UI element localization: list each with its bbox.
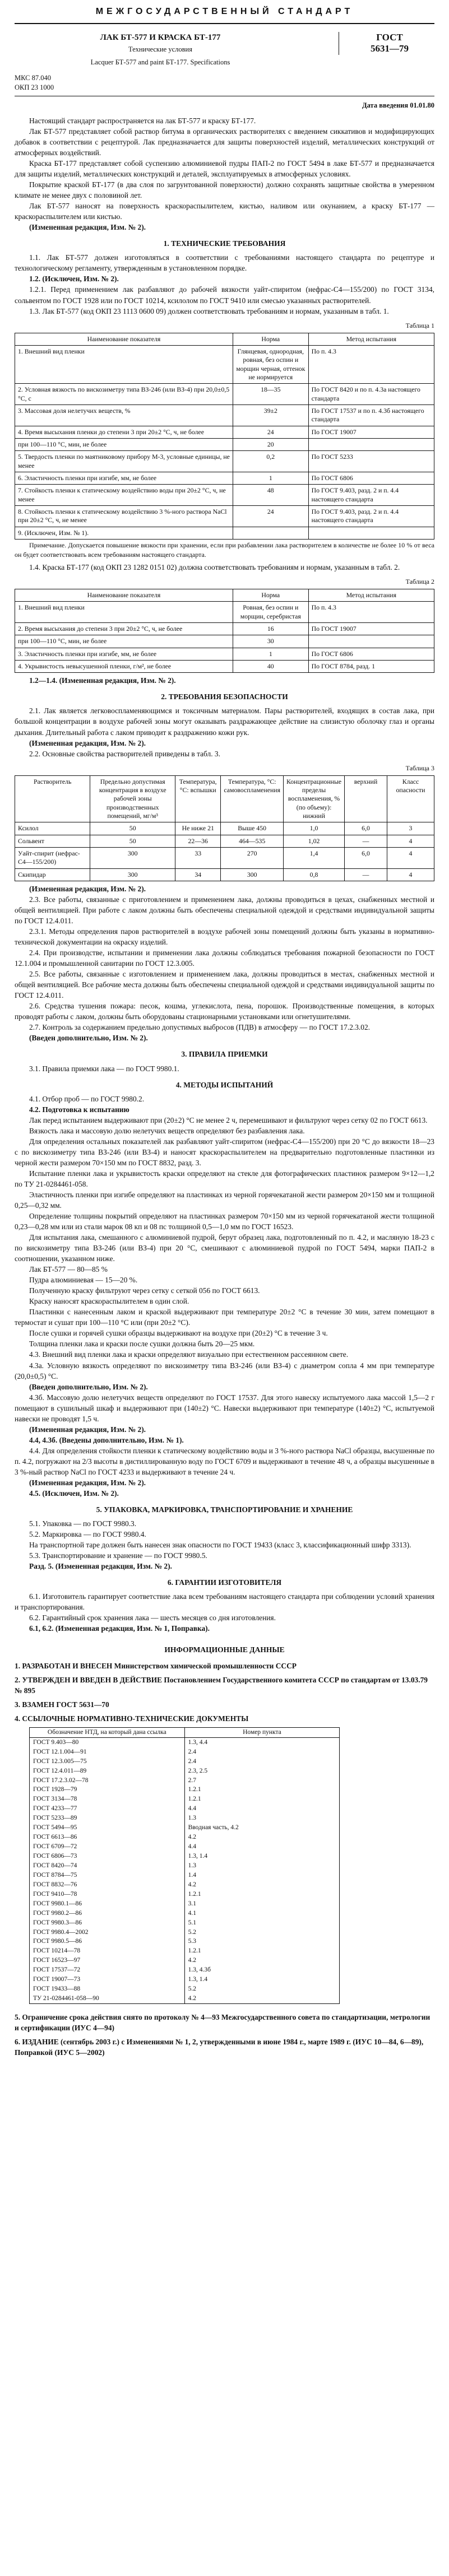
table-cell: — [345, 835, 387, 847]
table-cell: Не ниже 21 [175, 822, 221, 835]
table-cell: 3. Эластичность пленки при изгибе, мм, не более [15, 648, 233, 660]
table-cell: По п. 4.3 [308, 345, 434, 383]
table-cell: 1. Внешний вид пленки [15, 345, 233, 383]
title-block [15, 32, 306, 92]
clause: 4.2. Подготовка к испытанию [29, 1105, 129, 1114]
table-caption: Таблица 3 [405, 764, 434, 772]
clause: 2.4. При производстве, испытании и применении лака должны соблюдаться требования пожарной безопасности по ГОСТ 12.1.004 и промышленной санитарии по ГОСТ 12.3.005. [15, 948, 434, 968]
table-cell: 2. Условная вязкость по вискозиметру типа ВЗ-246 (или ВЗ-4) при 20,0±0,5 °С, с [15, 384, 233, 405]
table-cell: Уайт-спирит (нефрас-С4—155/200) [15, 847, 90, 868]
section-heading: 3. ПРАВИЛА ПРИЕМКИ [181, 1050, 268, 1059]
table-row [30, 1890, 340, 1899]
table-cell: при 100—110 °С, мин, не более [15, 635, 233, 648]
table-cell: 4.2 [184, 1833, 340, 1842]
table-cell: 40 [233, 660, 308, 672]
table-cell: Ксилол [15, 822, 90, 835]
document-subtitle: Технические условия [128, 45, 192, 54]
table-cell: 5.1 [184, 1918, 340, 1928]
column-header: Метод испытания [308, 589, 434, 601]
table-cell: ГОСТ 6806—73 [30, 1852, 185, 1861]
table-cell: 4 [387, 847, 434, 868]
column-header: Наименование показателя [15, 333, 233, 345]
table-cell: ГОСТ 3134—78 [30, 1794, 185, 1804]
section-heading: 2. ТРЕБОВАНИЯ БЕЗОПАСНОСТИ [161, 692, 288, 701]
table-cell: 50 [90, 822, 175, 835]
table-cell: ГОСТ 9.403—80 [30, 1737, 185, 1747]
table-row [15, 426, 434, 438]
table-row [15, 384, 434, 405]
okp-code: ОКП 23 1000 [15, 83, 54, 92]
table-cell: 50 [90, 835, 175, 847]
table-cell: 300 [90, 847, 175, 868]
table-cell: 22—36 [175, 835, 221, 847]
table-note: Примечание. Допускается повышение вязкости при хранении, если при разбавлении лака растворителем в количестве не более 10 % от веса он будет соответствовать всем требованиям настоящего стандарта. [15, 541, 434, 559]
table-cell: 48 [233, 485, 308, 506]
table-row [15, 527, 434, 539]
table-cell: 300 [90, 868, 175, 881]
table-cell: ГОСТ 9980.1—86 [30, 1899, 185, 1909]
table-cell: Вводная часть, 4.2 [184, 1823, 340, 1833]
table-cell: ГОСТ 12.3.005—75 [30, 1757, 185, 1766]
reference-table [29, 1727, 340, 2004]
clause: 2.5. Все работы, связанные с изготовлением и применением лака, должны проводиться в местах, снабженных местной и общей вентиляцией. Все рабочие места должны быть обеспечены специальной одеждой и средствами индивидуальной защиты по ГОСТ 12.4.011. [15, 970, 434, 1000]
table-row [30, 1823, 340, 1833]
table-row [30, 1757, 340, 1766]
english-title: Lacquer БТ-577 and paint БТ-177. Specifications [90, 58, 230, 66]
table-cell: 16 [233, 622, 308, 635]
table-row [30, 1737, 340, 1747]
section-heading: 5. УПАКОВКА, МАРКИРОВКА, ТРАНСПОРТИРОВАНИЕ И ХРАНЕНИЕ [96, 1505, 353, 1514]
table-row [15, 345, 434, 383]
table-cell: 6. Эластичность пленки при изгибе, мм, не более [15, 472, 233, 484]
column-header: Обозначение НТД, на который дана ссылка [30, 1727, 185, 1737]
table-cell: ГОСТ 9410—78 [30, 1890, 185, 1899]
table-cell: 4.2 [184, 1956, 340, 1965]
table-row [30, 1794, 340, 1804]
table-cell: 6,0 [345, 822, 387, 835]
table-cell: 1.3 [184, 1814, 340, 1823]
column-header: Номер пункта [184, 1727, 340, 1737]
table-cell: 24 [233, 505, 308, 527]
info-item: 2. УТВЕРЖДЕН И ВВЕДЕН В ДЕЙСТВИЕ Постановлением Государственного комитета СССР по стандартам от 13.03.79 № 895 [15, 1675, 428, 1695]
clause: 2.3.1. Методы определения паров растворителей в воздухе рабочей зоны помещений должны быть указаны в нормативно-технической документации на окраску изделий. [15, 927, 434, 947]
clause: 2.7. Контроль за содержанием предельно допустимых выбросов (ПДВ) в атмосферу — по ГОСТ 17.2.3.02. [29, 1023, 371, 1032]
clause: 1.2—1.4. (Измененная редакция, Изм. № 2). [29, 676, 176, 685]
table-cell: 9. (Исключен, Изм. № 1). [15, 527, 233, 539]
table-cell [233, 527, 308, 539]
clause: 5.1. Упаковка — по ГОСТ 9980.3. [29, 1519, 137, 1528]
info-heading: ИНФОРМАЦИОННЫЕ ДАННЫЕ [164, 1645, 285, 1654]
intro-change-note: (Измененная редакция, Изм. № 2). [29, 223, 146, 232]
table-row [15, 635, 434, 648]
clause: Краску наносят краскораспылителем в один слой. [29, 1297, 189, 1306]
table-cell: Сольвент [15, 835, 90, 847]
clause: Разд. 5. (Измененная редакция, Изм. № 2). [29, 1562, 172, 1571]
table-cell: ГОСТ 10214—78 [30, 1946, 185, 1956]
table-row [15, 660, 434, 672]
requirements-table-paint [15, 589, 434, 673]
table-cell: ГОСТ 12.4.011—89 [30, 1766, 185, 1776]
table-row [30, 1928, 340, 1937]
table-row [15, 835, 434, 847]
standard-code-block [339, 32, 434, 55]
table-cell: 1.4 [184, 1871, 340, 1880]
clause: 4.3. Внешний вид пленки лака и краски определяют визуально при естественном рассеянном свете. [29, 1350, 349, 1359]
intro-paragraph: Лак БТ-577 наносят на поверхность краскораспылителем, кистью, наливом или окунанием, а краску БТ-177 — краскораспылителем или кистью. [15, 202, 434, 221]
clause: Эластичность пленки при изгибе определяют на пластинках из черной горячекатаной жести размером 20×150 мм и толщиной 0,25—0,32 мм. [15, 1191, 434, 1210]
table-row [30, 1909, 340, 1918]
table-cell: 2.4 [184, 1747, 340, 1757]
table-row [30, 1965, 340, 1975]
table-row [15, 472, 434, 484]
info-item: 6. ИЗДАНИЕ (сентябрь 2003 г.) с Изменениями № 1, 2, утвержденными в июне 1984 г., марте 1989 г. (ИУС 10—84, 6—89), Поправкой (ИУС 5—2002) [15, 2038, 424, 2057]
table-cell: ГОСТ 6613—86 [30, 1833, 185, 1842]
table-cell: — [345, 868, 387, 881]
clause: 2.2. Основные свойства растворителей приведены в табл. 3. [29, 749, 220, 758]
table-cell: 300 [221, 868, 284, 881]
table-row [15, 822, 434, 835]
table-cell: ГОСТ 9980.2—86 [30, 1909, 185, 1918]
table-cell [308, 635, 434, 648]
table-cell: 4.2 [184, 1994, 340, 2003]
clause: 1.2.1. Перед применением лак разбавляют до рабочей вязкости уайт-спиритом (нефрас-С4—155/200) по ГОСТ 3134, сольвентом по ГОСТ 1928 или по ГОСТ 10214, ксилолом по ГОСТ 9410 или смесью указанных растворителей. [15, 285, 434, 305]
table-caption: Таблица 2 [405, 577, 434, 585]
clause: 1.2. (Исключен, Изм. № 2). [29, 275, 119, 283]
table-cell: 34 [175, 868, 221, 881]
table-cell: 0,8 [284, 868, 345, 881]
column-header: Температура, °С: самовоспламенения [221, 775, 284, 822]
clause: 6.1, 6.2. (Измененная редакция, Изм. № 1, Поправка). [29, 1624, 210, 1633]
table-cell: По ГОСТ 9.403, разд. 2 и п. 4.4 настоящего стандарта [308, 485, 434, 506]
table-row [30, 1918, 340, 1928]
intro-paragraph: Лак БТ-577 представляет собой раствор битума в органических растворителях с введением сиккативов и модифицирующих добавок в соответствии с рецептурой. Лак предназначается для защиты поверхностей изделий, металлических конструкций от атмосферных воздействий. [15, 127, 434, 157]
clause: 4.3б. Массовую долю нелетучих веществ определяют по ГОСТ 17537. Для этого навеску испытуемого лака массой 1,5—2 г помещают в сушильный шкаф и выдерживают при (140±2) °С. Навески выдерживают при температуре (140±2) °С, испытуемой навески не проводят 1,5 ч. [15, 1393, 434, 1423]
clause: На транспортной таре должен быть нанесен знак опасности по ГОСТ 19433 (класс 3, классификационный шифр 3313). [29, 1541, 411, 1550]
clause: (Введен дополнительно, Изм. № 2). [29, 1382, 148, 1391]
clause: 4.4, 4.3б. (Введены дополнительно, Изм. № 1). [29, 1435, 184, 1444]
table-cell: ГОСТ 6709—72 [30, 1842, 185, 1852]
table-cell: 3.1 [184, 1899, 340, 1909]
column-header: Температура, °С: вспышки [175, 775, 221, 822]
table-cell: 2.3, 2.5 [184, 1766, 340, 1776]
clause: Пластинки с нанесенным лаком и краской выдерживают при температуре 20±2 °С в течение 30 мин, затем помещают в термостат и сушат при 100—110 °С или (при 20±2 °С). [15, 1308, 434, 1327]
clause: 2.1. Лак является легковоспламеняющимся и токсичным материалом. Пары растворителей, входящих в состав лака, при большой концентрации в воздухе рабочей зоны могут оказывать раздражающее действие на слизистую оболочку глаз и органы дыхания. Длительный работа с лаком приводит к раздражению кожи рук. [15, 706, 434, 737]
mks-code: МКС 87.040 [15, 74, 51, 82]
table-cell: ГОСТ 9980.5—86 [30, 1937, 185, 1946]
table-cell: По ГОСТ 5233 [308, 451, 434, 472]
table-cell: 1.2.1 [184, 1946, 340, 1956]
clause: 4.4. Для определения стойкости пленки к статическому воздействию воды и 3 %-ного раствора NaCl образцы, высушенные по п. 4.2, погружают на 2/3 высоты в дистиллированную воду по ГОСТ 6709 и выдерживают в течение 48 ч, а образцы высушенные в 3 %-ный раствор NaCl по ГОСТ 4233 и выдерживают в течение 24 ч. [15, 1446, 434, 1476]
table-cell [308, 438, 434, 450]
clause: 5.2. Маркировка — по ГОСТ 9980.4. [29, 1530, 146, 1539]
table-cell: ГОСТ 17537—72 [30, 1965, 185, 1975]
table-cell: 1 [233, 472, 308, 484]
table-cell: ГОСТ 8784—75 [30, 1871, 185, 1880]
table-cell: ГОСТ 12.1.004—91 [30, 1747, 185, 1757]
table-cell: 1.3, 4.4 [184, 1737, 340, 1747]
table-row [30, 1861, 340, 1871]
table-row [30, 1984, 340, 1994]
table-cell: 1.3, 1.4 [184, 1975, 340, 1984]
table-cell: 1.2.1 [184, 1890, 340, 1899]
clause: Для испытания лака, смешанного с алюминиевой пудрой, берут образец лака, подготовленный по п. 4.2, и масляную 18-23 с по вискозиметру типа ВЗ-246 (или ВЗ-4) при 20 °С, смешивают с алюминиевой пудрой по ГОСТ 5494, марки ПАП-2 в соотношении, указанном ниже. [15, 1233, 434, 1263]
table-row [15, 438, 434, 450]
table-row [30, 1747, 340, 1757]
clause: 6.2. Гарантийный срок хранения лака — шесть месяцев со дня изготовления. [29, 1614, 276, 1622]
clause: 4.3а. Условную вязкость определяют по вискозиметру типа ВЗ-246 (или ВЗ-4) с диаметром сопла 4 мм при температуре (20,0±0,5) °С. [15, 1361, 434, 1380]
table-cell: 1.2.1 [184, 1794, 340, 1804]
table-cell: 1. Внешний вид пленки [15, 602, 233, 623]
table-row [15, 505, 434, 527]
clause: 4.5. (Исключен, Изм. № 2). [29, 1489, 119, 1498]
clause: 3.1. Правила приемки лака — по ГОСТ 9980.1. [29, 1064, 179, 1073]
table-cell: По ГОСТ 19007 [308, 426, 434, 438]
table-cell: 1,02 [284, 835, 345, 847]
solvent-properties-table [15, 775, 434, 881]
table-cell: ГОСТ 1928—79 [30, 1785, 185, 1794]
clause: 6.1. Изготовитель гарантирует соответствие лака всем требованиям настоящего стандарта при соблюдении условий хранения и транспортирования. [15, 1592, 434, 1612]
table-cell: 270 [221, 847, 284, 868]
table-cell: Скипидар [15, 868, 90, 881]
table-cell: ГОСТ 5233—89 [30, 1814, 185, 1823]
table-row [30, 1975, 340, 1984]
info-item: 1. РАЗРАБОТАН И ВНЕСЕН Министерством химической промышленности СССР [15, 1661, 297, 1670]
table-cell: 4.1 [184, 1909, 340, 1918]
column-header: Норма [233, 333, 308, 345]
clause: (Введен дополнительно, Изм. № 2). [29, 1034, 148, 1043]
section-heading: 6. ГАРАНТИИ ИЗГОТОВИТЕЛЯ [167, 1578, 282, 1587]
clause: Лак перед испытанием выдерживают при (20±2) °С не менее 2 ч, перемешивают и фильтруют через сетку 02 по ГОСТ 6613. [29, 1115, 428, 1124]
table-row [30, 1946, 340, 1956]
table-row [30, 1899, 340, 1909]
table-row [15, 602, 434, 623]
table-cell: 4 [387, 868, 434, 881]
info-item: 5. Ограничение срока действия снято по протоколу № 4—93 Межгосударственного совета по стандартизации, метрологии и сертификации (ИУС 4—94) [15, 2013, 431, 2033]
table-cell: 5.2 [184, 1928, 340, 1937]
table-cell: По ГОСТ 9.403, разд. 2 и п. 4.4 настоящего стандарта [308, 505, 434, 527]
table-cell: 4.4 [184, 1842, 340, 1852]
table-cell: 1.3, 4.3б [184, 1965, 340, 1975]
table-cell: 2.7 [184, 1776, 340, 1785]
table-caption: Таблица 1 [405, 321, 434, 329]
table-cell: 4. Укрывистость невысушенной пленки, г/м², не более [15, 660, 233, 672]
table-row [15, 648, 434, 660]
table-row [30, 1833, 340, 1842]
classification-codes [15, 73, 306, 92]
table-cell: 5.2 [184, 1984, 340, 1994]
table-row [15, 451, 434, 472]
table-cell: По п. 4.3 [308, 602, 434, 623]
table-row [30, 1766, 340, 1776]
table-cell: Ровная, без оспин и морщин, серебристая [233, 602, 308, 623]
table-cell: По ГОСТ 17537 и по п. 4.3б настоящего стандарта [308, 404, 434, 426]
table-row [15, 868, 434, 881]
document-header [15, 32, 434, 92]
document-title: ЛАК БТ-577 И КРАСКА БТ-177 [100, 32, 221, 42]
column-header: Наименование показателя [15, 589, 233, 601]
table-cell: 24 [233, 426, 308, 438]
info-item: 4. ССЫЛОЧНЫЕ НОРМАТИВНО-ТЕХНИЧЕСКИЕ ДОКУМЕНТЫ [15, 1714, 249, 1723]
table-cell: 1.3, 1.4 [184, 1852, 340, 1861]
table-cell: ГОСТ 8420—74 [30, 1861, 185, 1871]
standard-label: ГОСТ [376, 31, 403, 43]
column-header: Предельно допустимая концентрация в воздухе рабочей зоны производственных помещений, мг/м³ [90, 775, 175, 822]
info-item: 3. ВЗАМЕН ГОСТ 5631—70 [15, 1700, 109, 1709]
table-header-row [15, 589, 434, 601]
table-cell [308, 527, 434, 539]
table-cell: ГОСТ 19007—73 [30, 1975, 185, 1984]
clause: Определение толщины покрытий определяют на пластинках размером 70×150 мм из черной горячекатаной жести толщиной 0,23—0,28 мм или из стали марок 08 кп и 08 пс толщиной 0,5—1,0 мм по ГОСТ 16523. [15, 1212, 434, 1231]
table-cell: Глянцевая, однородная, ровная, без оспин и морщин черная, оттенок не нормируется [233, 345, 308, 383]
table-row [15, 404, 434, 426]
table-cell: 18—35 [233, 384, 308, 405]
effective-date: Дата введения 01.01.80 [362, 101, 434, 110]
column-header: Класс опасности [387, 775, 434, 822]
table-cell: 0,2 [233, 451, 308, 472]
table-cell: 33 [175, 847, 221, 868]
table-row [30, 1937, 340, 1946]
table-cell: 7. Стойкость пленки к статическому воздействию воды при 20±2 °С, ч, не менее [15, 485, 233, 506]
table-cell: 1.3 [184, 1861, 340, 1871]
table-row [15, 847, 434, 868]
table-cell: По ГОСТ 19007 [308, 622, 434, 635]
table-cell: 1 [233, 648, 308, 660]
table-cell: По ГОСТ 8420 и по п. 4.3а настоящего стандарта [308, 384, 434, 405]
table-row [30, 1880, 340, 1890]
table-cell: 39±2 [233, 404, 308, 426]
table-header-row [30, 1727, 340, 1737]
table-cell: 1,0 [284, 822, 345, 835]
table-row [30, 1785, 340, 1794]
table-cell: 6,0 [345, 847, 387, 868]
table-cell: ГОСТ 16523—97 [30, 1956, 185, 1965]
clause: (Измененная редакция, Изм. № 2). [29, 884, 146, 893]
table-cell: ГОСТ 5494—95 [30, 1823, 185, 1833]
column-header: Растворитель [15, 775, 90, 822]
table-cell: 464—535 [221, 835, 284, 847]
intro-paragraph: Покрытие краской БТ-177 (в два слоя по загрунтованной поверхности) должно сохранять защитные свойства в умеренном климате не менее двух с половиной лет. [15, 180, 434, 200]
clause: После сушки и горячей сушки образцы выдерживают на воздухе при (20±2) °С в течение 3 ч. [29, 1329, 328, 1338]
table-cell: Выше 450 [221, 822, 284, 835]
table-row [30, 1804, 340, 1814]
clause: (Измененная редакция, Изм. № 2). [29, 1425, 146, 1434]
clause: (Измененная редакция, Изм. № 2). [29, 738, 146, 747]
clause: (Измененная редакция, Изм. № 2). [29, 1478, 146, 1487]
table-cell: ТУ 21-0284461-058—90 [30, 1994, 185, 2003]
table-header-row [15, 775, 434, 822]
column-header: Метод испытания [308, 333, 434, 345]
table-cell: 3 [387, 822, 434, 835]
table-row [30, 1994, 340, 2003]
table-row [30, 1842, 340, 1852]
table-cell: 2.4 [184, 1757, 340, 1766]
clause: 1.4. Краска БТ-177 (код ОКП 23 1282 0151 02) должна соответствовать требованиям и нормам, указанным в табл. 2. [29, 562, 400, 571]
table-cell: По ГОСТ 6806 [308, 472, 434, 484]
clause: 5.3. Транспортирование и хранение — по ГОСТ 9980.5. [29, 1551, 207, 1560]
section-heading: 4. МЕТОДЫ ИСПЫТАНИЙ [175, 1080, 274, 1089]
clause: Пудра алюминиевая — 15—20 %. [29, 1276, 138, 1285]
table-cell: при 100—110 °С, мин, не более [15, 438, 233, 450]
table-row [30, 1776, 340, 1785]
section-heading: 1. ТЕХНИЧЕСКИЕ ТРЕБОВАНИЯ [163, 239, 286, 248]
table-cell: По ГОСТ 8784, разд. 1 [308, 660, 434, 672]
table-cell: ГОСТ 19433—88 [30, 1984, 185, 1994]
clause: 1.3. Лак БТ-577 (код ОКП 23 1113 0600 09) должен соответствовать требованиям и нормам, указанным в табл. 1. [29, 306, 389, 315]
table-cell: 1.2.1 [184, 1785, 340, 1794]
clause: Испытание пленки лака и укрывистость краски определяют на стекле для фотографических пластинок размером 9×12—1,2 по ТУ 21-0284461-058. [15, 1169, 434, 1188]
requirements-table-lacquer [15, 333, 434, 540]
table-row [15, 485, 434, 506]
table-cell: 3. Массовая доля нелетучих веществ, % [15, 404, 233, 426]
clause: Полученную краску фильтруют через сетку с сеткой 056 по ГОСТ 6613. [29, 1286, 260, 1295]
column-header: Норма [233, 589, 308, 601]
reference-rows [30, 1737, 340, 2003]
table-cell: 4 [387, 835, 434, 847]
clause: 4.1. Отбор проб — по ГОСТ 9980.2. [29, 1094, 145, 1103]
table-cell: 8. Стойкость пленки к статическому воздействию 3 %-ного раствора NaCl при 20±2 °С, ч, не менее [15, 505, 233, 527]
clause: Лак БТ-577 — 80—85 % [29, 1265, 108, 1274]
table-cell: ГОСТ 9980.4—2002 [30, 1928, 185, 1937]
table-cell: По ГОСТ 6806 [308, 648, 434, 660]
table-row [30, 1956, 340, 1965]
table-row [30, 1814, 340, 1823]
table-cell: 20 [233, 438, 308, 450]
table-cell: 4.2 [184, 1880, 340, 1890]
table-cell: 5.3 [184, 1937, 340, 1946]
clause: 2.6. Средства тушения пожара: песок, кошма, углекислота, пена, порошок. Производственные помещения, в которых проводят работы с лаком, должны быть оборудованы стационарными установками или огнетушителями. [15, 1002, 434, 1021]
table-cell: 5. Твердость пленки по маятниковому прибору М-3, условные единицы, не менее [15, 451, 233, 472]
table-header-row [15, 333, 434, 345]
column-header: Концентрационные пределы воспламенения, % (по объему): нижний [284, 775, 345, 822]
table-row [30, 1871, 340, 1880]
table-cell: ГОСТ 4233—77 [30, 1804, 185, 1814]
table-row [15, 622, 434, 635]
table-row [30, 1852, 340, 1861]
intro-paragraph: Краска БТ-177 представляет собой суспензию алюминиевой пудры ПАП-2 по ГОСТ 5494 в лаке БТ-577 и предназначается для защиты изделий, металлических конструкций и деталей, эксплуатируемых в атмосферных условиях. [15, 159, 434, 179]
table-cell: ГОСТ 9980.3—86 [30, 1918, 185, 1928]
table-cell: 4. Время высыхания пленки до степени 3 при 20±2 °С, ч, не более [15, 426, 233, 438]
table-cell: 30 [233, 635, 308, 648]
clause: 2.3. Все работы, связанные с приготовлением и применением лака, должны проводиться в цехах, снабженных местной и общей вентиляцией. При работе с лаком должны быть обеспечены специальной одеждой и средствами индивидуальной защиты по ГОСТ 12.4.011. [15, 895, 434, 926]
clause: Вязкость лака и массовую долю нелетучих веществ определяют без разбавления лака. [29, 1126, 305, 1135]
table-cell: 2. Время высыхания до степени 3 при 20±2 °С, ч, не более [15, 622, 233, 635]
table-cell: ГОСТ 17.2.3.02—78 [30, 1776, 185, 1785]
standard-number: 5631—79 [371, 43, 409, 54]
table-cell: 1,4 [284, 847, 345, 868]
clause: 1.1. Лак БТ-577 должен изготовляться в соответствии с требованиями настоящего стандарта по рецептуре и технологическому регламенту, утвержденным в установленном порядке. [15, 253, 434, 273]
clause: Для определения остальных показателей лак разбавляют уайт-спиритом (нефрас-С4—155/200) при 20 °С до вязкости 18—23 с по вискозиметру типа ВЗ-246 (или ВЗ-4) и наносят краскораспылителем на предварительно подготовленные пластинки из черной жести размером 70×150 мм по ГОСТ 8832, разд. 3. [15, 1137, 434, 1167]
table-cell: 4.4 [184, 1804, 340, 1814]
column-header: верхний [345, 775, 387, 822]
intro-paragraph: Настоящий стандарт распространяется на лак БТ-577 и краску БТ-177. [29, 116, 256, 125]
table-cell: ГОСТ 8832—76 [30, 1880, 185, 1890]
clause: Толщина пленки лака и краски после сушки должна быть 20—25 мкм. [29, 1340, 255, 1349]
standard-banner: МЕЖГОСУДАРСТВЕННЫЙ СТАНДАРТ [15, 0, 434, 24]
